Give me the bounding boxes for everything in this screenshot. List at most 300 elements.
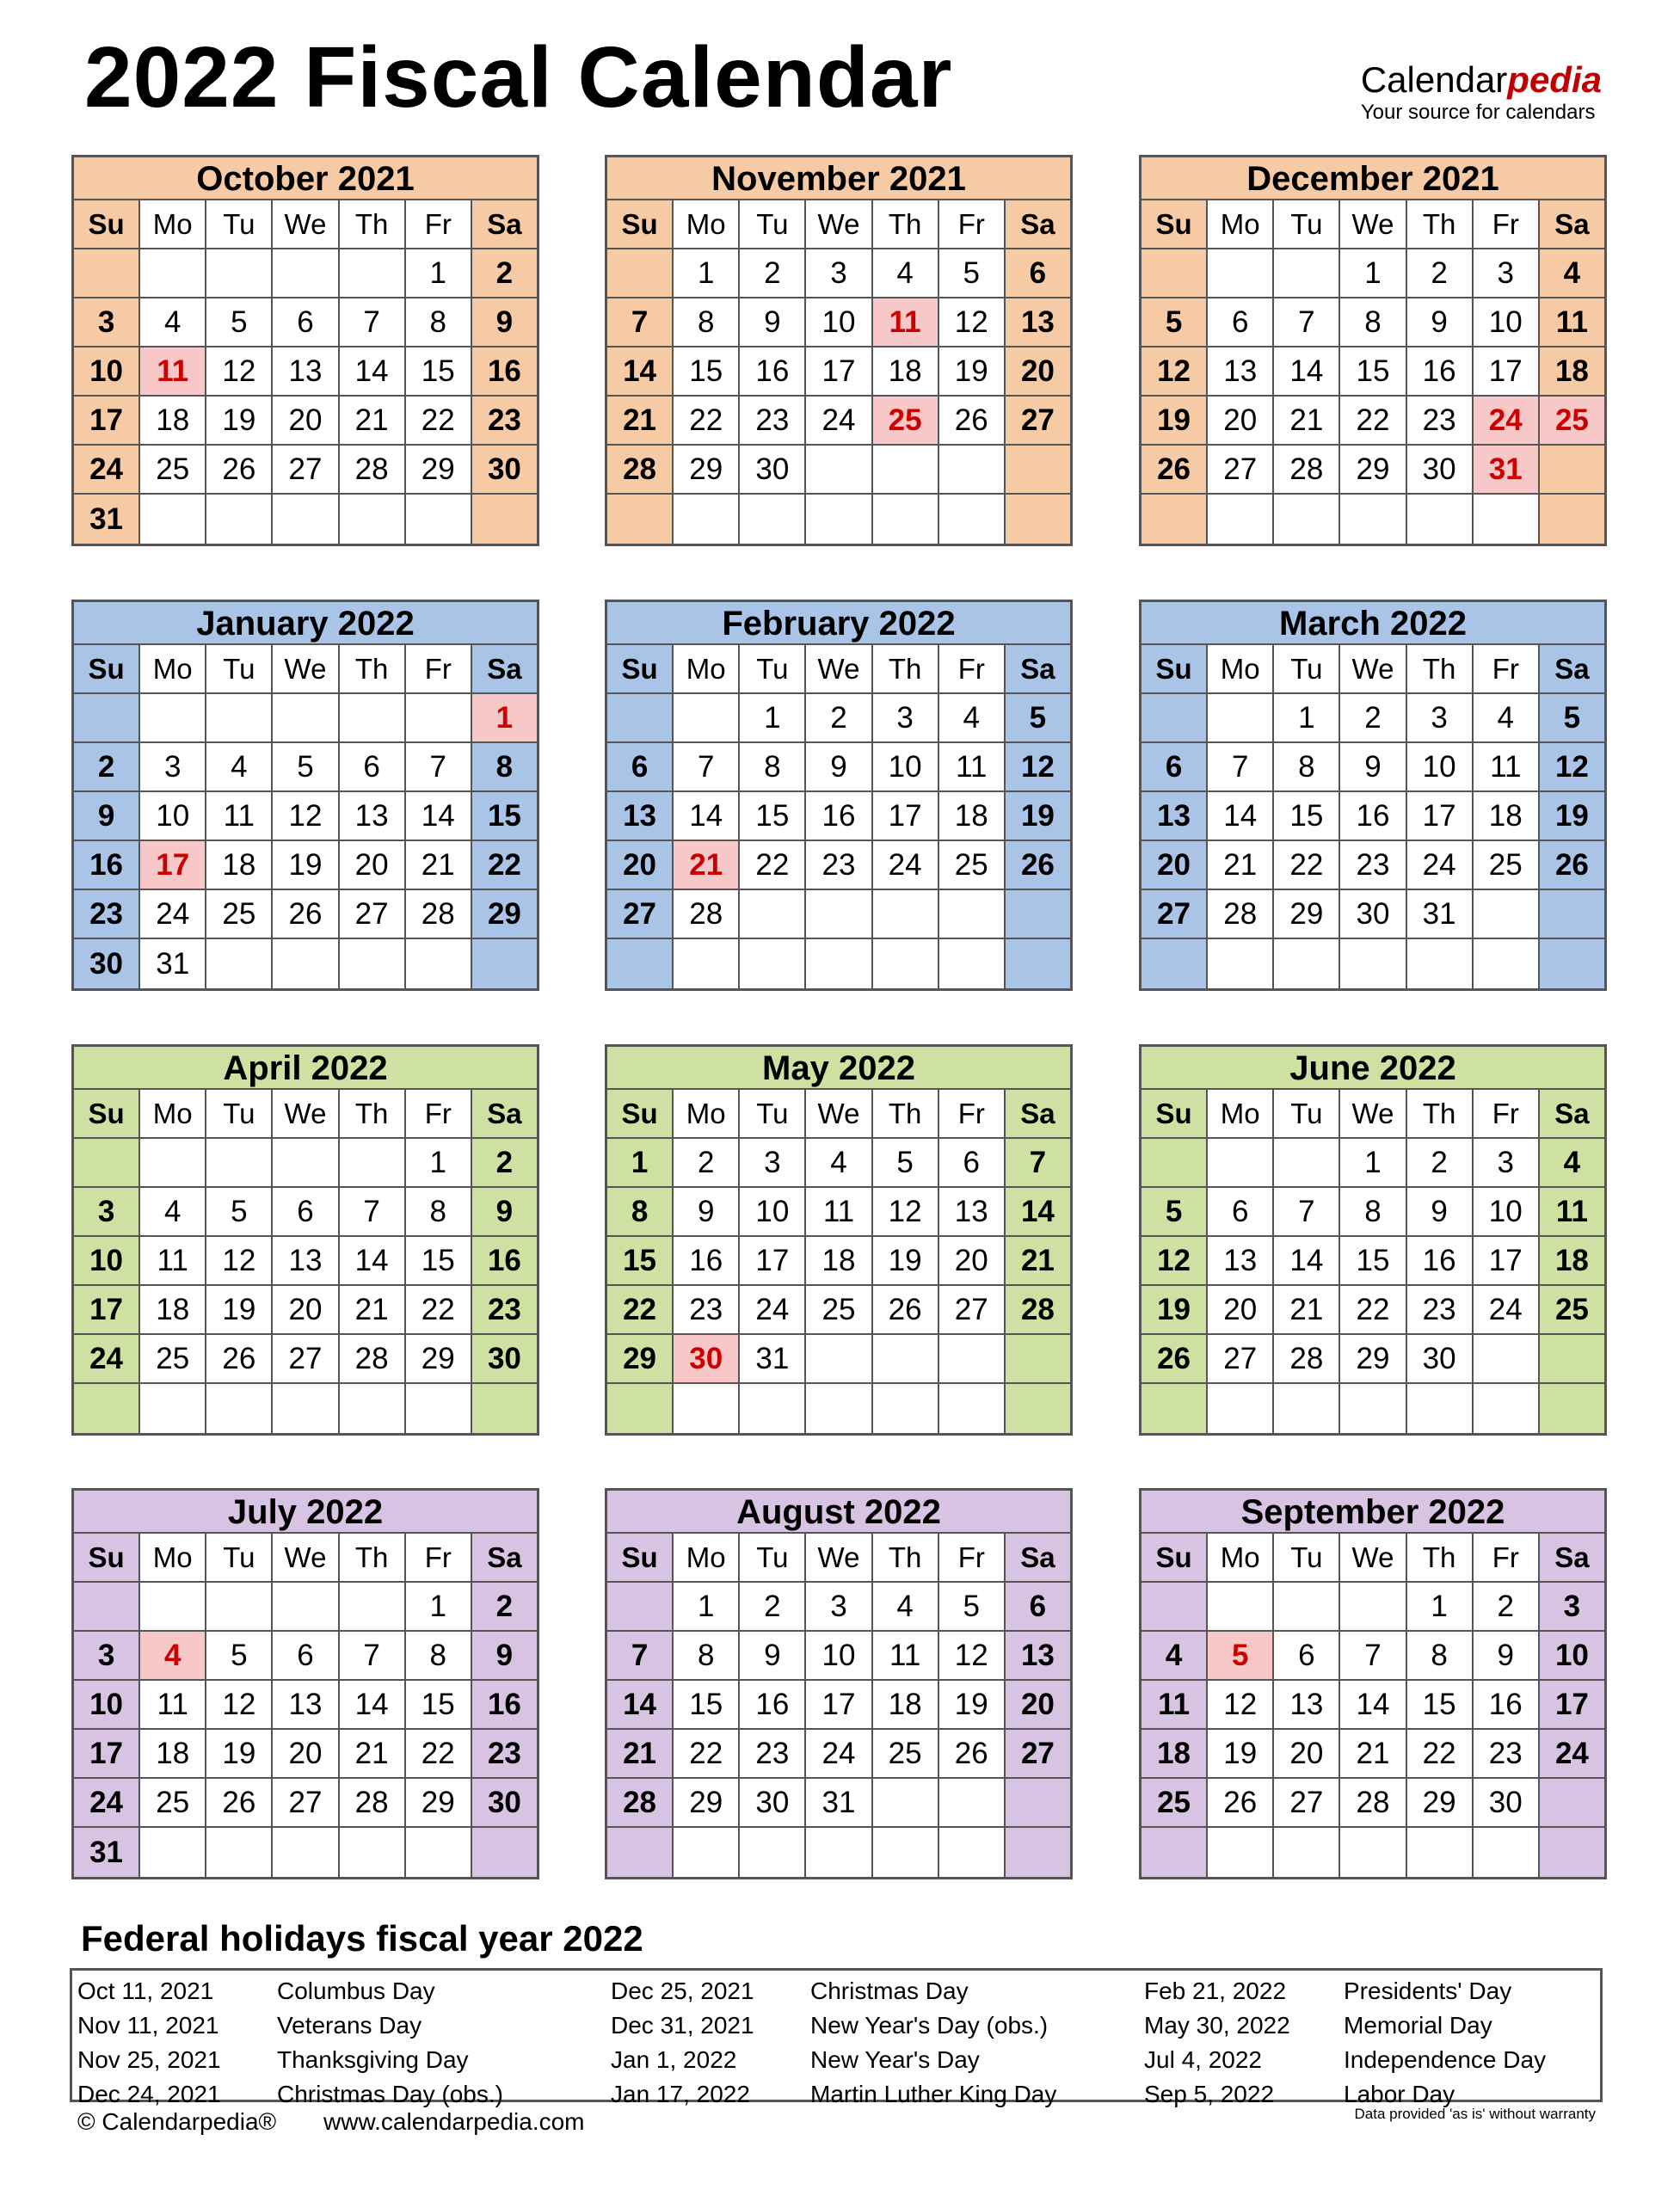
day-cell[interactable]: 22	[674, 397, 740, 446]
day-cell[interactable]: 2	[472, 1139, 537, 1188]
day-cell[interactable]: 1	[406, 1139, 472, 1188]
day-cell[interactable]: 14	[1340, 1681, 1406, 1730]
day-cell[interactable]: 3	[740, 1139, 806, 1188]
day-cell[interactable]: 5	[1142, 1188, 1208, 1237]
day-cell[interactable]: 7	[340, 298, 406, 348]
day-cell[interactable]: 4	[1540, 1139, 1604, 1188]
day-cell[interactable]: 5	[273, 743, 339, 792]
day-cell[interactable]: 1	[406, 249, 472, 298]
day-cell[interactable]: 29	[607, 1335, 674, 1384]
holiday-day-cell[interactable]: 30	[674, 1335, 740, 1384]
day-cell[interactable]: 3	[806, 1583, 872, 1632]
day-cell[interactable]: 12	[206, 348, 273, 397]
day-cell[interactable]: 3	[873, 694, 939, 743]
day-cell[interactable]: 24	[740, 1286, 806, 1335]
day-cell[interactable]: 6	[1274, 1632, 1340, 1681]
day-cell[interactable]: 15	[674, 348, 740, 397]
day-cell[interactable]: 12	[873, 1188, 939, 1237]
day-cell[interactable]: 10	[74, 1237, 140, 1286]
day-cell[interactable]: 21	[406, 841, 472, 890]
day-cell[interactable]: 3	[1407, 694, 1474, 743]
day-cell[interactable]: 23	[740, 397, 806, 446]
day-cell[interactable]: 19	[1006, 792, 1070, 841]
day-cell[interactable]: 20	[273, 1286, 339, 1335]
day-cell[interactable]: 27	[939, 1286, 1006, 1335]
day-cell[interactable]: 27	[340, 890, 406, 939]
day-cell[interactable]: 14	[1274, 348, 1340, 397]
day-cell[interactable]: 6	[1006, 1583, 1070, 1632]
day-cell[interactable]: 16	[740, 1681, 806, 1730]
day-cell[interactable]: 18	[806, 1237, 872, 1286]
day-cell[interactable]: 23	[472, 397, 537, 446]
day-cell[interactable]: 9	[1340, 743, 1406, 792]
day-cell[interactable]: 6	[1208, 1188, 1274, 1237]
day-cell[interactable]: 4	[873, 249, 939, 298]
day-cell[interactable]: 2	[1407, 1139, 1474, 1188]
day-cell[interactable]: 30	[1407, 446, 1474, 495]
day-cell[interactable]: 7	[1274, 1188, 1340, 1237]
day-cell[interactable]: 7	[406, 743, 472, 792]
day-cell[interactable]: 16	[74, 841, 140, 890]
day-cell[interactable]: 29	[1407, 1779, 1474, 1828]
day-cell[interactable]: 14	[607, 348, 674, 397]
day-cell[interactable]: 12	[939, 1632, 1006, 1681]
day-cell[interactable]: 24	[74, 1335, 140, 1384]
day-cell[interactable]: 26	[206, 446, 273, 495]
footer-url[interactable]: www.calendarpedia.com	[323, 2108, 585, 2135]
day-cell[interactable]: 16	[472, 1237, 537, 1286]
day-cell[interactable]: 16	[1407, 1237, 1474, 1286]
day-cell[interactable]: 29	[1274, 890, 1340, 939]
day-cell[interactable]: 8	[740, 743, 806, 792]
day-cell[interactable]: 13	[1208, 1237, 1274, 1286]
day-cell[interactable]: 7	[1274, 298, 1340, 348]
day-cell[interactable]: 27	[273, 446, 339, 495]
day-cell[interactable]: 19	[939, 348, 1006, 397]
day-cell[interactable]: 18	[873, 348, 939, 397]
day-cell[interactable]: 26	[206, 1779, 273, 1828]
day-cell[interactable]: 28	[406, 890, 472, 939]
day-cell[interactable]: 18	[1142, 1730, 1208, 1779]
day-cell[interactable]: 28	[340, 1779, 406, 1828]
day-cell[interactable]: 14	[607, 1681, 674, 1730]
day-cell[interactable]: 8	[674, 1632, 740, 1681]
day-cell[interactable]: 19	[206, 1286, 273, 1335]
day-cell[interactable]: 17	[74, 1730, 140, 1779]
day-cell[interactable]: 29	[406, 1335, 472, 1384]
day-cell[interactable]: 20	[1208, 1286, 1274, 1335]
day-cell[interactable]: 15	[1407, 1681, 1474, 1730]
day-cell[interactable]: 8	[1407, 1632, 1474, 1681]
day-cell[interactable]: 23	[1340, 841, 1406, 890]
day-cell[interactable]: 14	[340, 1237, 406, 1286]
holiday-day-cell[interactable]: 24	[1474, 397, 1540, 446]
day-cell[interactable]: 11	[206, 792, 273, 841]
day-cell[interactable]: 8	[472, 743, 537, 792]
day-cell[interactable]: 15	[740, 792, 806, 841]
day-cell[interactable]: 8	[406, 1188, 472, 1237]
day-cell[interactable]: 14	[1274, 1237, 1340, 1286]
day-cell[interactable]: 16	[472, 1681, 537, 1730]
day-cell[interactable]: 21	[340, 1286, 406, 1335]
day-cell[interactable]: 14	[406, 792, 472, 841]
day-cell[interactable]: 29	[674, 1779, 740, 1828]
day-cell[interactable]: 22	[1340, 1286, 1406, 1335]
day-cell[interactable]: 13	[939, 1188, 1006, 1237]
day-cell[interactable]: 4	[1540, 249, 1604, 298]
day-cell[interactable]: 26	[273, 890, 339, 939]
day-cell[interactable]: 7	[607, 298, 674, 348]
day-cell[interactable]: 11	[140, 1681, 206, 1730]
day-cell[interactable]: 23	[1474, 1730, 1540, 1779]
day-cell[interactable]: 26	[939, 1730, 1006, 1779]
day-cell[interactable]: 17	[74, 397, 140, 446]
day-cell[interactable]: 16	[1340, 792, 1406, 841]
holiday-day-cell[interactable]: 21	[674, 841, 740, 890]
day-cell[interactable]: 29	[472, 890, 537, 939]
day-cell[interactable]: 28	[607, 1779, 674, 1828]
day-cell[interactable]: 23	[1407, 1286, 1474, 1335]
day-cell[interactable]: 10	[1474, 298, 1540, 348]
brand-logo[interactable]	[1360, 59, 1602, 124]
day-cell[interactable]: 13	[340, 792, 406, 841]
day-cell[interactable]: 3	[1474, 1139, 1540, 1188]
day-cell[interactable]: 11	[1540, 1188, 1604, 1237]
day-cell[interactable]: 10	[74, 1681, 140, 1730]
day-cell[interactable]: 3	[74, 1632, 140, 1681]
day-cell[interactable]: 27	[1208, 1335, 1274, 1384]
day-cell[interactable]: 20	[1208, 397, 1274, 446]
day-cell[interactable]: 5	[939, 1583, 1006, 1632]
day-cell[interactable]: 10	[74, 348, 140, 397]
day-cell[interactable]: 14	[1006, 1188, 1070, 1237]
day-cell[interactable]: 23	[472, 1286, 537, 1335]
day-cell[interactable]: 3	[1540, 1583, 1604, 1632]
day-cell[interactable]: 11	[1142, 1681, 1208, 1730]
day-cell[interactable]: 16	[472, 348, 537, 397]
day-cell[interactable]: 9	[472, 298, 537, 348]
day-cell[interactable]: 23	[74, 890, 140, 939]
day-cell[interactable]: 2	[1474, 1583, 1540, 1632]
day-cell[interactable]: 2	[740, 249, 806, 298]
day-cell[interactable]: 10	[806, 298, 872, 348]
day-cell[interactable]: 5	[939, 249, 1006, 298]
day-cell[interactable]: 9	[740, 298, 806, 348]
day-cell[interactable]: 4	[206, 743, 273, 792]
day-cell[interactable]: 19	[1142, 1286, 1208, 1335]
day-cell[interactable]: 31	[140, 939, 206, 988]
day-cell[interactable]: 29	[1340, 446, 1406, 495]
day-cell[interactable]: 5	[1142, 298, 1208, 348]
day-cell[interactable]: 20	[607, 841, 674, 890]
day-cell[interactable]: 22	[1340, 397, 1406, 446]
day-cell[interactable]: 11	[1540, 298, 1604, 348]
day-cell[interactable]: 16	[806, 792, 872, 841]
day-cell[interactable]: 15	[406, 348, 472, 397]
day-cell[interactable]: 25	[806, 1286, 872, 1335]
day-cell[interactable]: 3	[74, 298, 140, 348]
day-cell[interactable]: 30	[1407, 1335, 1474, 1384]
day-cell[interactable]: 17	[74, 1286, 140, 1335]
day-cell[interactable]: 6	[1006, 249, 1070, 298]
day-cell[interactable]: 20	[1006, 1681, 1070, 1730]
day-cell[interactable]: 6	[273, 1632, 339, 1681]
day-cell[interactable]: 24	[1407, 841, 1474, 890]
day-cell[interactable]: 28	[1006, 1286, 1070, 1335]
holiday-day-cell[interactable]: 17	[140, 841, 206, 890]
day-cell[interactable]: 19	[939, 1681, 1006, 1730]
day-cell[interactable]: 13	[273, 348, 339, 397]
day-cell[interactable]: 21	[1274, 1286, 1340, 1335]
day-cell[interactable]: 31	[74, 1828, 140, 1877]
day-cell[interactable]: 31	[74, 495, 140, 544]
day-cell[interactable]: 24	[140, 890, 206, 939]
day-cell[interactable]: 30	[472, 446, 537, 495]
day-cell[interactable]: 8	[1340, 1188, 1406, 1237]
day-cell[interactable]: 4	[873, 1583, 939, 1632]
day-cell[interactable]: 26	[1142, 1335, 1208, 1384]
day-cell[interactable]: 19	[1142, 397, 1208, 446]
day-cell[interactable]: 21	[1006, 1237, 1070, 1286]
day-cell[interactable]: 10	[1407, 743, 1474, 792]
day-cell[interactable]: 25	[1540, 1286, 1604, 1335]
day-cell[interactable]: 30	[472, 1335, 537, 1384]
day-cell[interactable]: 24	[873, 841, 939, 890]
day-cell[interactable]: 26	[1142, 446, 1208, 495]
day-cell[interactable]: 10	[806, 1632, 872, 1681]
day-cell[interactable]: 18	[140, 1730, 206, 1779]
day-cell[interactable]: 30	[1340, 890, 1406, 939]
day-cell[interactable]: 22	[1407, 1730, 1474, 1779]
day-cell[interactable]: 26	[206, 1335, 273, 1384]
day-cell[interactable]: 16	[740, 348, 806, 397]
day-cell[interactable]: 3	[140, 743, 206, 792]
day-cell[interactable]: 7	[1006, 1139, 1070, 1188]
day-cell[interactable]: 26	[873, 1286, 939, 1335]
day-cell[interactable]: 25	[873, 1730, 939, 1779]
day-cell[interactable]: 1	[1340, 1139, 1406, 1188]
day-cell[interactable]: 27	[607, 890, 674, 939]
day-cell[interactable]: 9	[1474, 1632, 1540, 1681]
day-cell[interactable]: 18	[206, 841, 273, 890]
day-cell[interactable]: 24	[1474, 1286, 1540, 1335]
day-cell[interactable]: 25	[140, 446, 206, 495]
day-cell[interactable]: 30	[740, 446, 806, 495]
day-cell[interactable]: 5	[873, 1139, 939, 1188]
day-cell[interactable]: 17	[1474, 348, 1540, 397]
holiday-day-cell[interactable]: 11	[873, 298, 939, 348]
day-cell[interactable]: 6	[1142, 743, 1208, 792]
day-cell[interactable]: 30	[1474, 1779, 1540, 1828]
day-cell[interactable]: 29	[406, 1779, 472, 1828]
day-cell[interactable]: 28	[607, 446, 674, 495]
day-cell[interactable]: 29	[406, 446, 472, 495]
day-cell[interactable]: 6	[273, 1188, 339, 1237]
day-cell[interactable]: 11	[806, 1188, 872, 1237]
day-cell[interactable]: 16	[1474, 1681, 1540, 1730]
day-cell[interactable]: 12	[1208, 1681, 1274, 1730]
day-cell[interactable]: 5	[206, 298, 273, 348]
day-cell[interactable]: 5	[1006, 694, 1070, 743]
day-cell[interactable]: 17	[806, 348, 872, 397]
day-cell[interactable]: 22	[406, 1286, 472, 1335]
day-cell[interactable]: 13	[1006, 298, 1070, 348]
day-cell[interactable]: 9	[1407, 298, 1474, 348]
day-cell[interactable]: 31	[740, 1335, 806, 1384]
day-cell[interactable]: 17	[873, 792, 939, 841]
day-cell[interactable]: 10	[1474, 1188, 1540, 1237]
day-cell[interactable]: 18	[1474, 792, 1540, 841]
day-cell[interactable]: 14	[1208, 792, 1274, 841]
day-cell[interactable]: 12	[206, 1237, 273, 1286]
day-cell[interactable]: 18	[1540, 1237, 1604, 1286]
day-cell[interactable]: 21	[1274, 397, 1340, 446]
day-cell[interactable]: 7	[674, 743, 740, 792]
day-cell[interactable]: 2	[806, 694, 872, 743]
day-cell[interactable]: 19	[1208, 1730, 1274, 1779]
day-cell[interactable]: 21	[607, 1730, 674, 1779]
day-cell[interactable]: 8	[406, 298, 472, 348]
day-cell[interactable]: 25	[1474, 841, 1540, 890]
day-cell[interactable]: 12	[206, 1681, 273, 1730]
day-cell[interactable]: 27	[1142, 890, 1208, 939]
day-cell[interactable]: 12	[1142, 1237, 1208, 1286]
day-cell[interactable]: 5	[206, 1632, 273, 1681]
day-cell[interactable]: 29	[674, 446, 740, 495]
day-cell[interactable]: 10	[140, 792, 206, 841]
day-cell[interactable]: 27	[1006, 397, 1070, 446]
day-cell[interactable]: 20	[273, 397, 339, 446]
day-cell[interactable]: 23	[472, 1730, 537, 1779]
day-cell[interactable]: 29	[1340, 1335, 1406, 1384]
day-cell[interactable]: 21	[1208, 841, 1274, 890]
day-cell[interactable]: 25	[140, 1335, 206, 1384]
holiday-day-cell[interactable]: 5	[1208, 1632, 1274, 1681]
day-cell[interactable]: 7	[340, 1188, 406, 1237]
day-cell[interactable]: 22	[406, 1730, 472, 1779]
day-cell[interactable]: 17	[740, 1237, 806, 1286]
day-cell[interactable]: 21	[340, 397, 406, 446]
day-cell[interactable]: 22	[740, 841, 806, 890]
day-cell[interactable]: 12	[273, 792, 339, 841]
day-cell[interactable]: 26	[1006, 841, 1070, 890]
day-cell[interactable]: 28	[1274, 1335, 1340, 1384]
day-cell[interactable]: 13	[273, 1681, 339, 1730]
day-cell[interactable]: 15	[406, 1237, 472, 1286]
day-cell[interactable]: 12	[1142, 348, 1208, 397]
day-cell[interactable]: 28	[340, 1335, 406, 1384]
day-cell[interactable]: 24	[806, 1730, 872, 1779]
day-cell[interactable]: 25	[939, 841, 1006, 890]
day-cell[interactable]: 17	[1540, 1681, 1604, 1730]
day-cell[interactable]: 9	[1407, 1188, 1474, 1237]
day-cell[interactable]: 6	[1208, 298, 1274, 348]
day-cell[interactable]: 28	[1340, 1779, 1406, 1828]
holiday-day-cell[interactable]: 31	[1474, 446, 1540, 495]
day-cell[interactable]: 4	[806, 1139, 872, 1188]
day-cell[interactable]: 13	[607, 792, 674, 841]
day-cell[interactable]: 11	[939, 743, 1006, 792]
day-cell[interactable]: 10	[740, 1188, 806, 1237]
holiday-day-cell[interactable]: 4	[140, 1632, 206, 1681]
day-cell[interactable]: 22	[674, 1730, 740, 1779]
day-cell[interactable]: 31	[806, 1779, 872, 1828]
day-cell[interactable]: 26	[1540, 841, 1604, 890]
day-cell[interactable]: 4	[939, 694, 1006, 743]
day-cell[interactable]: 20	[1142, 841, 1208, 890]
day-cell[interactable]: 15	[674, 1681, 740, 1730]
day-cell[interactable]: 12	[1540, 743, 1604, 792]
day-cell[interactable]: 19	[1540, 792, 1604, 841]
day-cell[interactable]: 13	[273, 1237, 339, 1286]
day-cell[interactable]: 6	[607, 743, 674, 792]
day-cell[interactable]: 1	[674, 1583, 740, 1632]
day-cell[interactable]: 2	[674, 1139, 740, 1188]
day-cell[interactable]: 24	[74, 1779, 140, 1828]
day-cell[interactable]: 15	[472, 792, 537, 841]
day-cell[interactable]: 7	[340, 1632, 406, 1681]
day-cell[interactable]: 3	[74, 1188, 140, 1237]
day-cell[interactable]: 9	[74, 792, 140, 841]
day-cell[interactable]: 22	[406, 397, 472, 446]
day-cell[interactable]: 4	[1142, 1632, 1208, 1681]
day-cell[interactable]: 1	[406, 1583, 472, 1632]
day-cell[interactable]: 12	[939, 298, 1006, 348]
holiday-day-cell[interactable]: 11	[140, 348, 206, 397]
day-cell[interactable]: 22	[472, 841, 537, 890]
day-cell[interactable]: 19	[206, 1730, 273, 1779]
day-cell[interactable]: 22	[607, 1286, 674, 1335]
day-cell[interactable]: 25	[1142, 1779, 1208, 1828]
day-cell[interactable]: 15	[1274, 792, 1340, 841]
day-cell[interactable]: 8	[1274, 743, 1340, 792]
day-cell[interactable]: 2	[740, 1583, 806, 1632]
day-cell[interactable]: 15	[1340, 348, 1406, 397]
day-cell[interactable]: 18	[873, 1681, 939, 1730]
day-cell[interactable]: 28	[1274, 446, 1340, 495]
day-cell[interactable]: 8	[1340, 298, 1406, 348]
day-cell[interactable]: 17	[806, 1681, 872, 1730]
day-cell[interactable]: 21	[1340, 1730, 1406, 1779]
day-cell[interactable]: 20	[1006, 348, 1070, 397]
day-cell[interactable]: 13	[1006, 1632, 1070, 1681]
day-cell[interactable]: 2	[74, 743, 140, 792]
day-cell[interactable]: 26	[1208, 1779, 1274, 1828]
day-cell[interactable]: 5	[1540, 694, 1604, 743]
day-cell[interactable]: 2	[472, 1583, 537, 1632]
day-cell[interactable]: 31	[1407, 890, 1474, 939]
day-cell[interactable]: 9	[674, 1188, 740, 1237]
day-cell[interactable]: 4	[140, 298, 206, 348]
day-cell[interactable]: 2	[472, 249, 537, 298]
day-cell[interactable]: 1	[674, 249, 740, 298]
day-cell[interactable]: 20	[340, 841, 406, 890]
day-cell[interactable]: 2	[1407, 249, 1474, 298]
day-cell[interactable]: 1	[740, 694, 806, 743]
day-cell[interactable]: 8	[406, 1632, 472, 1681]
day-cell[interactable]: 9	[472, 1632, 537, 1681]
day-cell[interactable]: 23	[1407, 397, 1474, 446]
day-cell[interactable]: 23	[740, 1730, 806, 1779]
day-cell[interactable]: 28	[340, 446, 406, 495]
day-cell[interactable]: 13	[1142, 792, 1208, 841]
day-cell[interactable]: 17	[1407, 792, 1474, 841]
day-cell[interactable]: 15	[607, 1237, 674, 1286]
day-cell[interactable]: 2	[1340, 694, 1406, 743]
day-cell[interactable]: 24	[74, 446, 140, 495]
holiday-day-cell[interactable]: 25	[1540, 397, 1604, 446]
day-cell[interactable]: 20	[939, 1237, 1006, 1286]
